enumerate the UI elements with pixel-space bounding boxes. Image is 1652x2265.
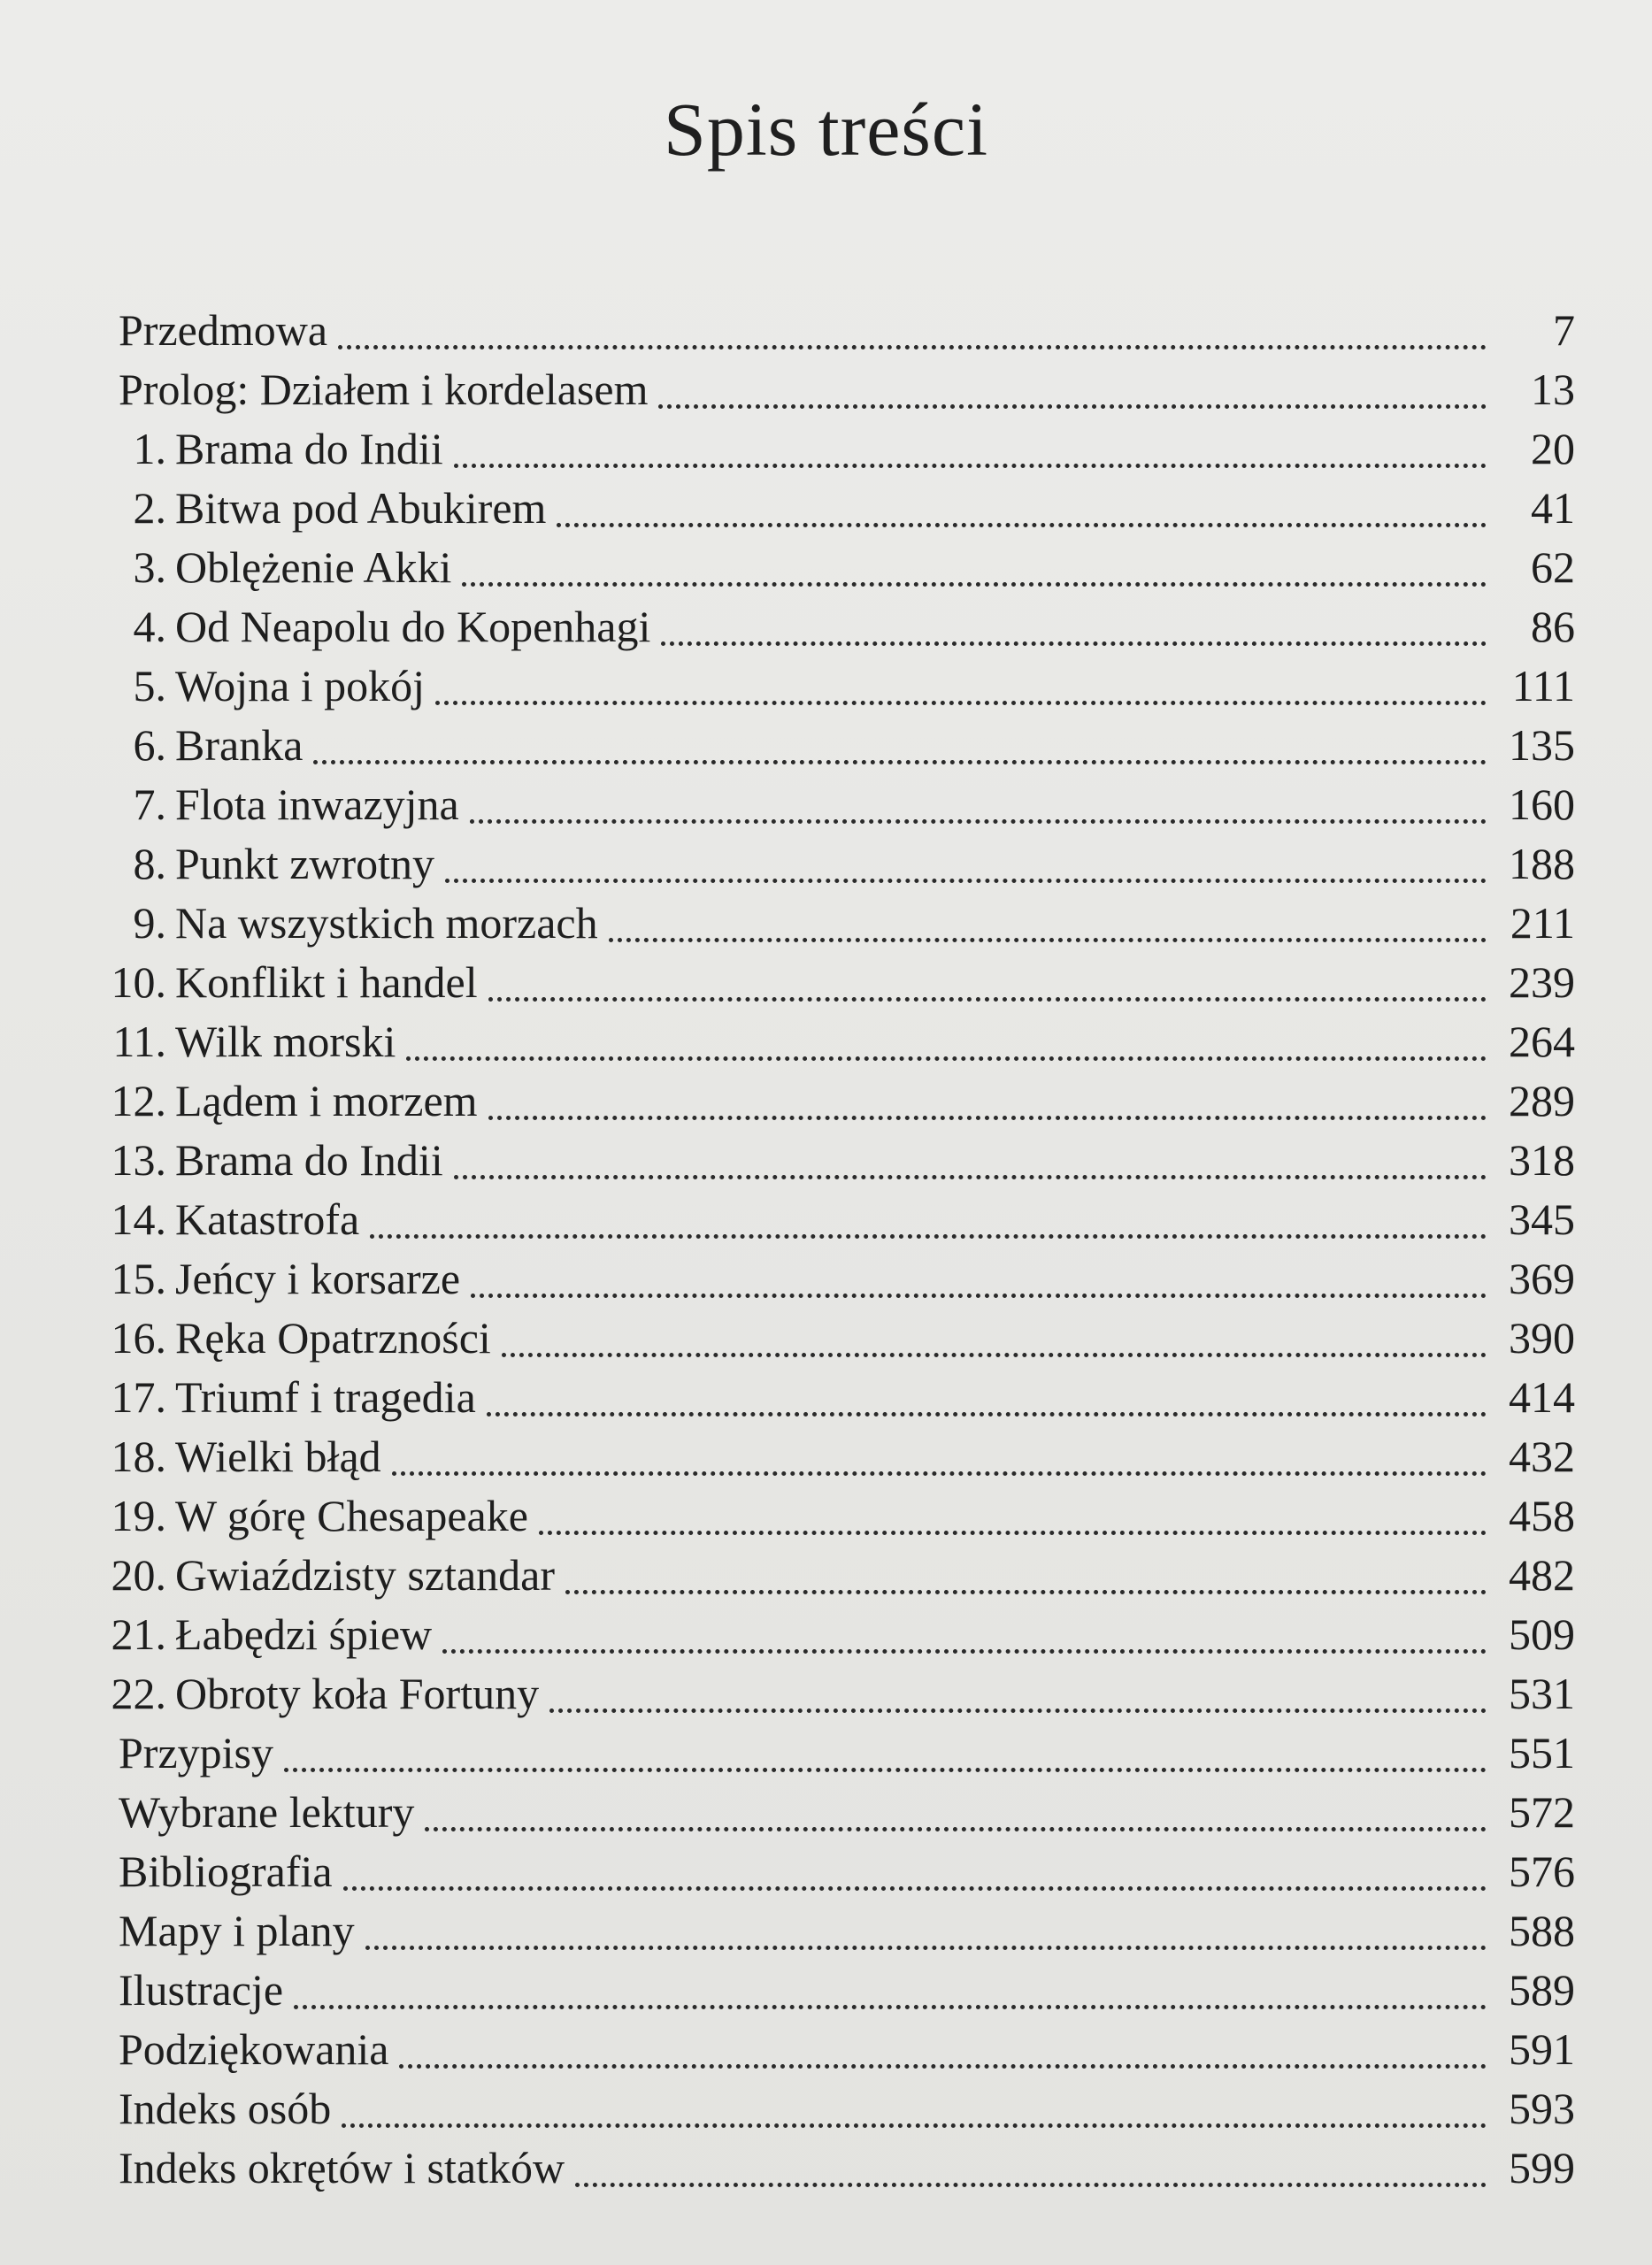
toc-entry-number: 14. bbox=[111, 1194, 166, 1244]
toc-entry bbox=[97, 1368, 1575, 1427]
toc-entry-page-number: 264 bbox=[1509, 1017, 1575, 1066]
toc-entry-label: Bitwa pod Abukirem bbox=[175, 483, 547, 533]
toc-entry-label: Wybrane lektury bbox=[119, 1787, 415, 1837]
toc-dot-leader bbox=[406, 1056, 1487, 1061]
toc-entry-page-number: 211 bbox=[1510, 898, 1575, 948]
toc-dot-leader bbox=[487, 1412, 1487, 1417]
toc-entry-label: Gwiaździsty sztandar bbox=[175, 1550, 556, 1600]
page-title: Spis treści bbox=[664, 86, 988, 172]
toc-entry-number: 17. bbox=[111, 1372, 166, 1422]
toc-entry-label: Bibliografia bbox=[119, 1847, 333, 1896]
toc-entry bbox=[97, 360, 1575, 419]
toc-entry-page-number: 588 bbox=[1509, 1906, 1575, 1955]
toc-dot-leader bbox=[284, 1768, 1487, 1772]
toc-entry-page-number: 509 bbox=[1509, 1609, 1575, 1659]
toc-entry-page-number: 551 bbox=[1509, 1728, 1575, 1777]
toc-entry-number: 7. bbox=[133, 779, 166, 829]
toc-entry-page-number: 572 bbox=[1509, 1787, 1575, 1837]
toc-entry-label: W górę Chesapeake bbox=[175, 1491, 528, 1540]
toc-dot-leader bbox=[442, 1649, 1487, 1654]
toc-entry-page-number: 62 bbox=[1531, 542, 1575, 592]
toc-dot-leader bbox=[661, 641, 1487, 646]
toc-entry bbox=[97, 597, 1575, 656]
toc-entry bbox=[97, 1249, 1575, 1309]
toc-entry bbox=[97, 1131, 1575, 1190]
toc-entry bbox=[97, 479, 1575, 538]
toc-entry-number: 12. bbox=[111, 1076, 166, 1125]
toc-entry-number: 20. bbox=[111, 1550, 166, 1600]
toc-entry-label: Łabędzi śpiew bbox=[175, 1609, 433, 1659]
toc-entry-number: 3. bbox=[133, 542, 166, 592]
table-of-contents bbox=[97, 301, 1575, 2198]
toc-dot-leader bbox=[539, 1531, 1487, 1535]
toc-entry bbox=[97, 1783, 1575, 1842]
toc-entry-page-number: 318 bbox=[1509, 1135, 1575, 1185]
toc-entry bbox=[97, 2138, 1575, 2198]
toc-entry bbox=[97, 1901, 1575, 1961]
toc-entry-number: 22. bbox=[111, 1669, 166, 1718]
toc-entry-number: 21. bbox=[111, 1609, 166, 1659]
toc-entry-label: Obroty koła Fortuny bbox=[175, 1669, 540, 1718]
toc-entry bbox=[97, 1842, 1575, 1901]
toc-entry-label: Wilk morski bbox=[175, 1017, 396, 1066]
toc-entry-label: Branka bbox=[175, 720, 304, 770]
toc-entry-page-number: 160 bbox=[1509, 779, 1575, 829]
toc-entry-label: Brama do Indii bbox=[175, 1135, 443, 1185]
toc-entry bbox=[97, 1190, 1575, 1249]
toc-entry bbox=[97, 1961, 1575, 2020]
toc-entry-number: 10. bbox=[111, 957, 166, 1007]
toc-entry-label: Mapy i plany bbox=[119, 1906, 355, 1955]
toc-entry-page-number: 188 bbox=[1509, 839, 1575, 888]
toc-entry-page-number: 458 bbox=[1509, 1491, 1575, 1540]
toc-entry-number: 8. bbox=[133, 839, 166, 888]
toc-entry-page-number: 20 bbox=[1531, 424, 1575, 473]
toc-entry-label: Prolog: Działem i kordelasem bbox=[119, 365, 649, 414]
toc-dot-leader bbox=[488, 1116, 1487, 1120]
toc-entry bbox=[97, 953, 1575, 1012]
toc-entry-number: 19. bbox=[111, 1491, 166, 1540]
toc-dot-leader bbox=[454, 464, 1487, 468]
toc-entry-page-number: 7 bbox=[1553, 305, 1575, 355]
toc-entry bbox=[97, 2020, 1575, 2079]
toc-entry-label: Przedmowa bbox=[119, 305, 328, 355]
toc-entry bbox=[97, 538, 1575, 597]
toc-entry-page-number: 576 bbox=[1509, 1847, 1575, 1896]
toc-entry-page-number: 86 bbox=[1531, 602, 1575, 651]
toc-entry bbox=[97, 419, 1575, 479]
toc-entry-label: Od Neapolu do Kopenhagi bbox=[175, 602, 651, 651]
toc-entry bbox=[97, 894, 1575, 953]
toc-entry-page-number: 599 bbox=[1509, 2143, 1575, 2192]
toc-entry-page-number: 289 bbox=[1509, 1076, 1575, 1125]
toc-entry-number: 2. bbox=[133, 483, 166, 533]
toc-entry-page-number: 482 bbox=[1509, 1550, 1575, 1600]
toc-entry-page-number: 41 bbox=[1531, 483, 1575, 533]
toc-entry bbox=[97, 1724, 1575, 1783]
toc-entry-label: Triumf i tragedia bbox=[175, 1372, 476, 1422]
toc-dot-leader bbox=[399, 2064, 1487, 2069]
toc-dot-leader bbox=[488, 997, 1487, 1002]
toc-entry-label: Lądem i morzem bbox=[175, 1076, 478, 1125]
toc-dot-leader bbox=[609, 938, 1487, 942]
toc-entry-label: Indeks osób bbox=[119, 2084, 332, 2133]
toc-entry-label: Flota inwazyjna bbox=[175, 779, 459, 829]
toc-entry-number: 18. bbox=[111, 1432, 166, 1481]
toc-dot-leader bbox=[313, 760, 1487, 764]
toc-entry-label: Przypisy bbox=[119, 1728, 273, 1777]
toc-entry-page-number: 345 bbox=[1509, 1194, 1575, 1244]
toc-entry-label: Wielki błąd bbox=[175, 1432, 381, 1481]
toc-entry bbox=[97, 1071, 1575, 1131]
toc-entry bbox=[97, 656, 1575, 716]
toc-dot-leader bbox=[294, 2005, 1487, 2009]
toc-entry-number: 16. bbox=[111, 1313, 166, 1363]
toc-entry-number: 1. bbox=[133, 424, 166, 473]
toc-dot-leader bbox=[365, 1946, 1487, 1950]
toc-entry-label: Jeńcy i korsarze bbox=[175, 1254, 461, 1303]
toc-entry bbox=[97, 1605, 1575, 1664]
toc-entry-label: Punkt zwrotny bbox=[175, 839, 435, 888]
toc-entry-number: 15. bbox=[111, 1254, 166, 1303]
toc-dot-leader bbox=[575, 2183, 1487, 2187]
toc-entry-label: Konflikt i handel bbox=[175, 957, 478, 1007]
toc-entry-label: Ilustracje bbox=[119, 1965, 284, 2015]
toc-dot-leader bbox=[471, 1294, 1487, 1298]
toc-entry-page-number: 369 bbox=[1509, 1254, 1575, 1303]
toc-entry-page-number: 390 bbox=[1509, 1313, 1575, 1363]
toc-entry-label: Indeks okrętów i statków bbox=[119, 2143, 565, 2192]
toc-entry-number: 4. bbox=[133, 602, 166, 651]
toc-entry bbox=[97, 1427, 1575, 1486]
toc-entry-page-number: 13 bbox=[1531, 365, 1575, 414]
toc-entry-page-number: 239 bbox=[1509, 957, 1575, 1007]
toc-entry-number: 13. bbox=[111, 1135, 166, 1185]
toc-dot-leader bbox=[470, 819, 1487, 824]
toc-dot-leader bbox=[549, 1708, 1487, 1713]
toc-entry-label: Oblężenie Akki bbox=[175, 542, 452, 592]
toc-entry-number: 5. bbox=[133, 661, 166, 710]
toc-dot-leader bbox=[565, 1590, 1487, 1594]
toc-entry-label: Wojna i pokój bbox=[175, 661, 426, 710]
toc-entry bbox=[97, 1664, 1575, 1724]
toc-entry bbox=[97, 1486, 1575, 1546]
toc-dot-leader bbox=[454, 1175, 1487, 1179]
toc-entry-page-number: 591 bbox=[1509, 2024, 1575, 2074]
toc-entry bbox=[97, 834, 1575, 894]
toc-entry-label: Brama do Indii bbox=[175, 424, 443, 473]
toc-dot-leader bbox=[445, 879, 1487, 883]
toc-entry bbox=[97, 775, 1575, 834]
toc-dot-leader bbox=[342, 2123, 1487, 2128]
toc-entry-page-number: 414 bbox=[1509, 1372, 1575, 1422]
toc-entry-number: 6. bbox=[133, 720, 166, 770]
toc-entry bbox=[97, 301, 1575, 360]
toc-entry-label: Ręka Opatrzności bbox=[175, 1313, 491, 1363]
toc-entry-number: 9. bbox=[133, 898, 166, 948]
toc-entry-page-number: 589 bbox=[1509, 1965, 1575, 2015]
toc-dot-leader bbox=[435, 701, 1487, 705]
toc-entry-page-number: 531 bbox=[1509, 1669, 1575, 1718]
toc-entry bbox=[97, 1309, 1575, 1368]
toc-dot-leader bbox=[392, 1471, 1487, 1476]
toc-dot-leader bbox=[658, 404, 1487, 409]
toc-dot-leader bbox=[557, 523, 1487, 527]
toc-entry-page-number: 135 bbox=[1509, 720, 1575, 770]
toc-entry-label: Podziękowania bbox=[119, 2024, 389, 2074]
toc-entry-label: Katastrofa bbox=[175, 1194, 360, 1244]
toc-dot-leader bbox=[370, 1234, 1487, 1239]
toc-entry bbox=[97, 1546, 1575, 1605]
toc-entry bbox=[97, 2079, 1575, 2138]
toc-entry-page-number: 111 bbox=[1511, 661, 1575, 710]
toc-entry-number: 11. bbox=[112, 1017, 166, 1066]
toc-dot-leader bbox=[462, 582, 1487, 587]
toc-entry-label: Na wszystkich morzach bbox=[175, 898, 598, 948]
toc-dot-leader bbox=[338, 345, 1487, 349]
toc-entry bbox=[97, 716, 1575, 775]
toc-entry bbox=[97, 1012, 1575, 1071]
toc-dot-leader bbox=[502, 1353, 1487, 1357]
toc-entry-page-number: 593 bbox=[1509, 2084, 1575, 2133]
toc-dot-leader bbox=[343, 1886, 1487, 1891]
toc-dot-leader bbox=[425, 1827, 1487, 1831]
toc-entry-page-number: 432 bbox=[1509, 1432, 1575, 1481]
